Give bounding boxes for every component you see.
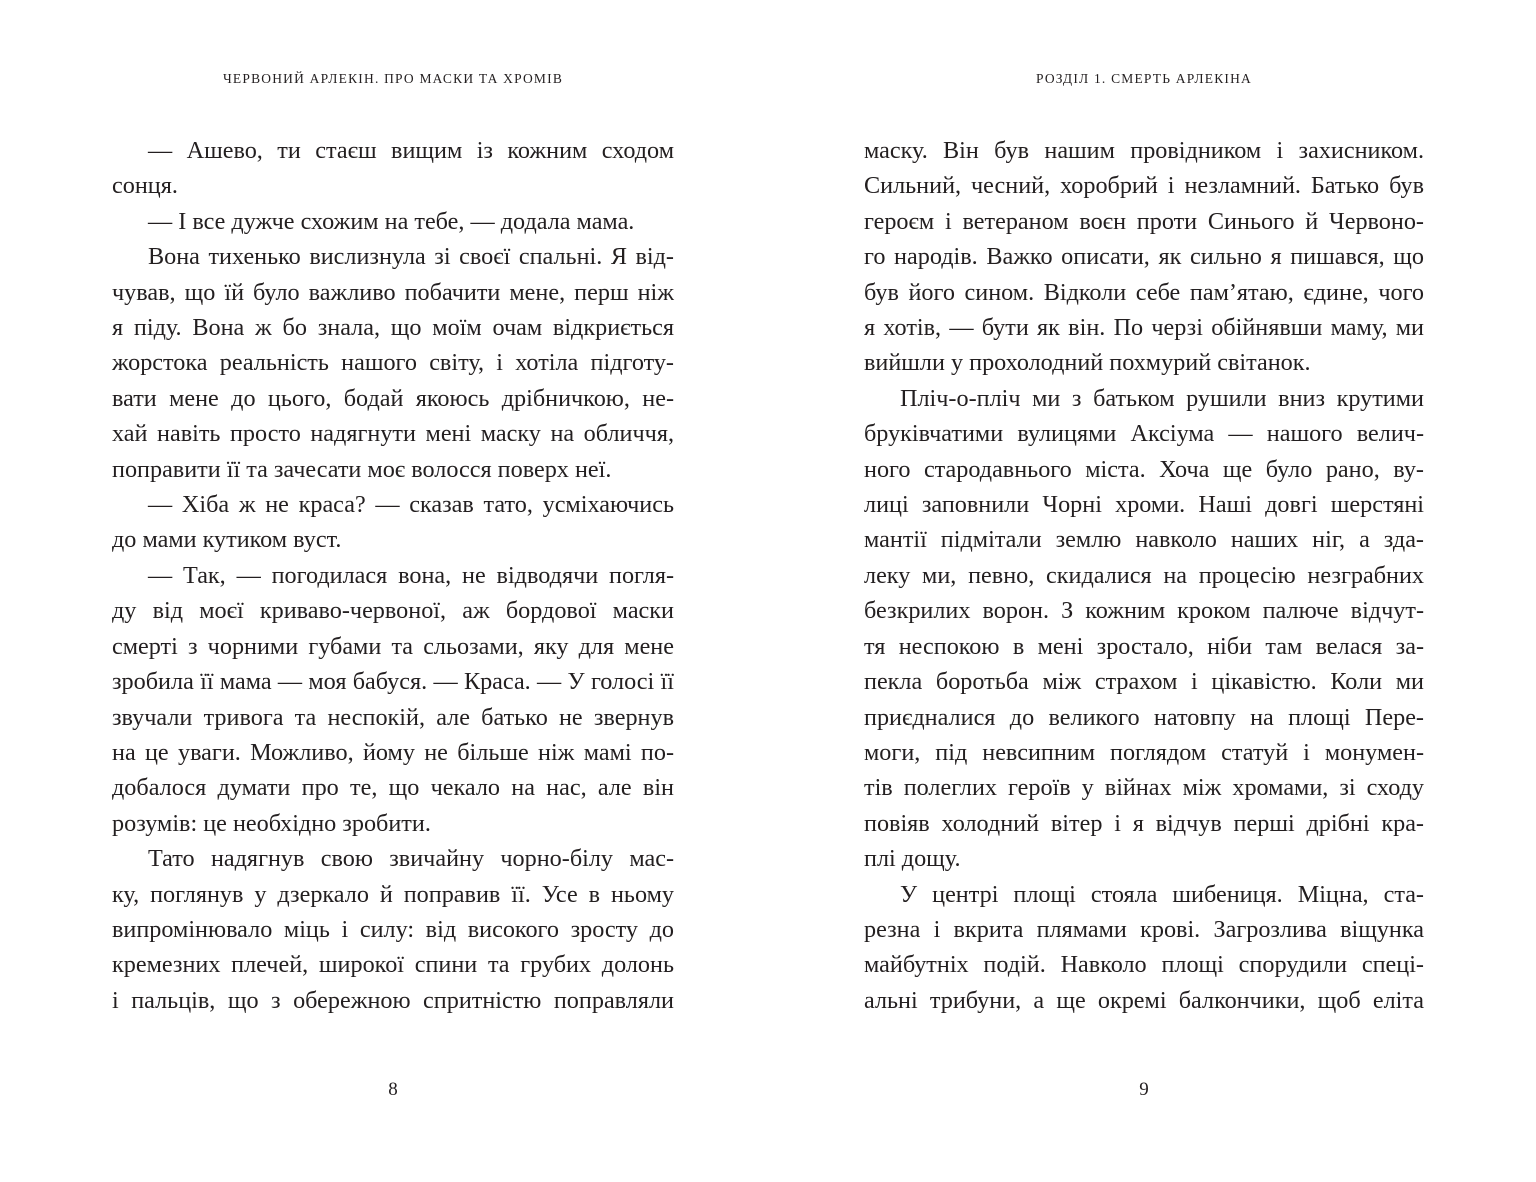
- text-line: хай навіть просто надягнути мені маску на обличчя,: [112, 420, 674, 448]
- text-line: Тато надягнув свою звичайну чорно-білу мас-: [148, 845, 674, 873]
- text-line: мантії підмітали землю навколо наших ніг, а зда-: [864, 526, 1424, 554]
- paragraph: [112, 239, 674, 487]
- text-line: безкрилих ворон. З кожним кроком палюче відчут-: [864, 597, 1424, 625]
- text-line: тя неспокою в мені зростало, ніби там велася за-: [864, 632, 1424, 660]
- text-line: — Так, — погодилася вона, не відводячи погля-: [148, 561, 674, 589]
- text-line: ного стародавнього міста. Хоча ще було рано, ву-: [864, 455, 1424, 483]
- text-line: альні трибуни, а ще окремі балкончики, щоб еліта: [864, 986, 1424, 1014]
- text-line: бруківчатими вулицями Аксіума — нашого велич-: [864, 420, 1424, 448]
- text-line: героєм і ветераном воєн проти Синього й Червоно-: [864, 207, 1424, 235]
- text-line: був його сином. Відколи себе пам’ятаю, єдине, чого: [864, 278, 1424, 306]
- text-line: ду від моєї криваво-червоної, аж бордової маски: [112, 597, 674, 625]
- text-line: Пліч-о-пліч ми з батьком рушили вниз крутими: [900, 384, 1424, 412]
- text-line: приєдналися до великого натовпу на площі Пере-: [864, 703, 1424, 731]
- text-line: ку, поглянув у дзеркало й поправив її. Усе в ньому: [112, 880, 674, 908]
- text-line: вати мене до цього, бодай якоюсь дрібничкою, не-: [112, 384, 674, 412]
- page-number-left: 8: [388, 1079, 398, 1100]
- text-line: розумів: це необхідно зробити.: [112, 809, 431, 837]
- paragraph: [864, 877, 1424, 1019]
- running-head-left: ЧЕРВОНИЙ АРЛЕКІН. ПРО МАСКИ ТА ХРОМІВ: [222, 71, 564, 86]
- text-line: сонця.: [112, 172, 178, 200]
- text-line: плі дощу.: [864, 845, 961, 873]
- text-line: зробила її мама — моя бабуся. — Краса. — У голосі її: [112, 668, 674, 696]
- text-line: чував, що їй було важливо побачити мене, перш ніж: [112, 278, 674, 306]
- left-page: [112, 0, 674, 1182]
- text-line: лиці заповнили Чорні хроми. Наші довгі шерстяні: [864, 491, 1424, 519]
- text-line: звучали тривога та неспокій, але батько не звернув: [112, 703, 674, 731]
- text-line: випромінювало міць і силу: від високого зросту до: [112, 915, 674, 943]
- paragraph: [112, 133, 674, 204]
- text-line: — Хіба ж не краса? — сказав тато, усміхаючись: [148, 491, 674, 519]
- right-page: [864, 0, 1424, 1182]
- paragraph: [864, 381, 1424, 877]
- paragraph: [112, 487, 674, 558]
- text-line: на це уваги. Можливо, йому не більше ніж мамі по-: [112, 738, 674, 766]
- right-page-body: [864, 133, 1424, 1018]
- paragraph: [112, 558, 674, 841]
- text-line: поправити її та зачесати моє волосся поверх неї.: [112, 455, 612, 483]
- text-line: леку ми, певно, скидалися на процесію незграбних: [864, 561, 1424, 589]
- text-line: я піду. Вона ж бо знала, що моїм очам відкриється: [112, 314, 674, 342]
- text-line: я хотів, — бути як він. По черзі обійнявши маму, ми: [864, 314, 1424, 342]
- text-line: кремезних плечей, широкої спини та грубих долонь: [112, 951, 674, 979]
- text-line: Вона тихенько вислизнула зі своєї спальні. Я від-: [148, 243, 674, 271]
- left-page-body: [112, 133, 674, 1018]
- text-line: го народів. Важко описати, як сильно я пишався, що: [864, 243, 1424, 271]
- text-line: — Ашево, ти стаєш вищим із кожним сходом: [148, 137, 674, 164]
- paragraph: [112, 841, 674, 1018]
- text-line: добалося думати про те, що чекало на нас, але він: [112, 774, 674, 802]
- text-line: вийшли у прохолодний похмурий світанок.: [864, 349, 1311, 377]
- text-line: пекла боротьба між страхом і цікавістю. Коли ми: [864, 668, 1424, 696]
- text-line: Сильний, чесний, хоробрий і незламний. Батько був: [864, 172, 1424, 200]
- text-line: майбутніх подій. Навколо площі спорудили спеці-: [864, 951, 1424, 979]
- running-head-right: РОЗДІЛ 1. СМЕРТЬ АРЛЕКІНА: [1035, 71, 1253, 86]
- page-number-right: 9: [1139, 1079, 1149, 1100]
- text-line: тів полеглих героїв у війнах між хромами, зі сходу: [864, 774, 1424, 802]
- text-line: моги, під невсипним поглядом статуй і монумен-: [864, 738, 1424, 766]
- text-line: жорстока реальність нашого світу, і хотіла підготу-: [112, 349, 674, 377]
- text-line: до мами кутиком вуст.: [112, 526, 342, 554]
- paragraph: [112, 204, 674, 239]
- paragraph: [864, 133, 1424, 381]
- text-line: і пальців, що з обережною спритністю поправляли: [112, 986, 674, 1014]
- text-line: — І все дужче схожим на тебе, — додала мама.: [148, 207, 635, 235]
- text-line: У центрі площі стояла шибениця. Міцна, ста-: [900, 880, 1424, 908]
- text-line: резна і вкрита плямами крові. Загрозлива віщунка: [864, 915, 1424, 943]
- text-line: смерті з чорними губами та сльозами, яку для мене: [112, 632, 674, 660]
- text-line: повіяв холодний вітер і я відчув перші дрібні кра-: [864, 809, 1424, 837]
- text-line: маску. Він був нашим провідником і захисником.: [864, 137, 1424, 164]
